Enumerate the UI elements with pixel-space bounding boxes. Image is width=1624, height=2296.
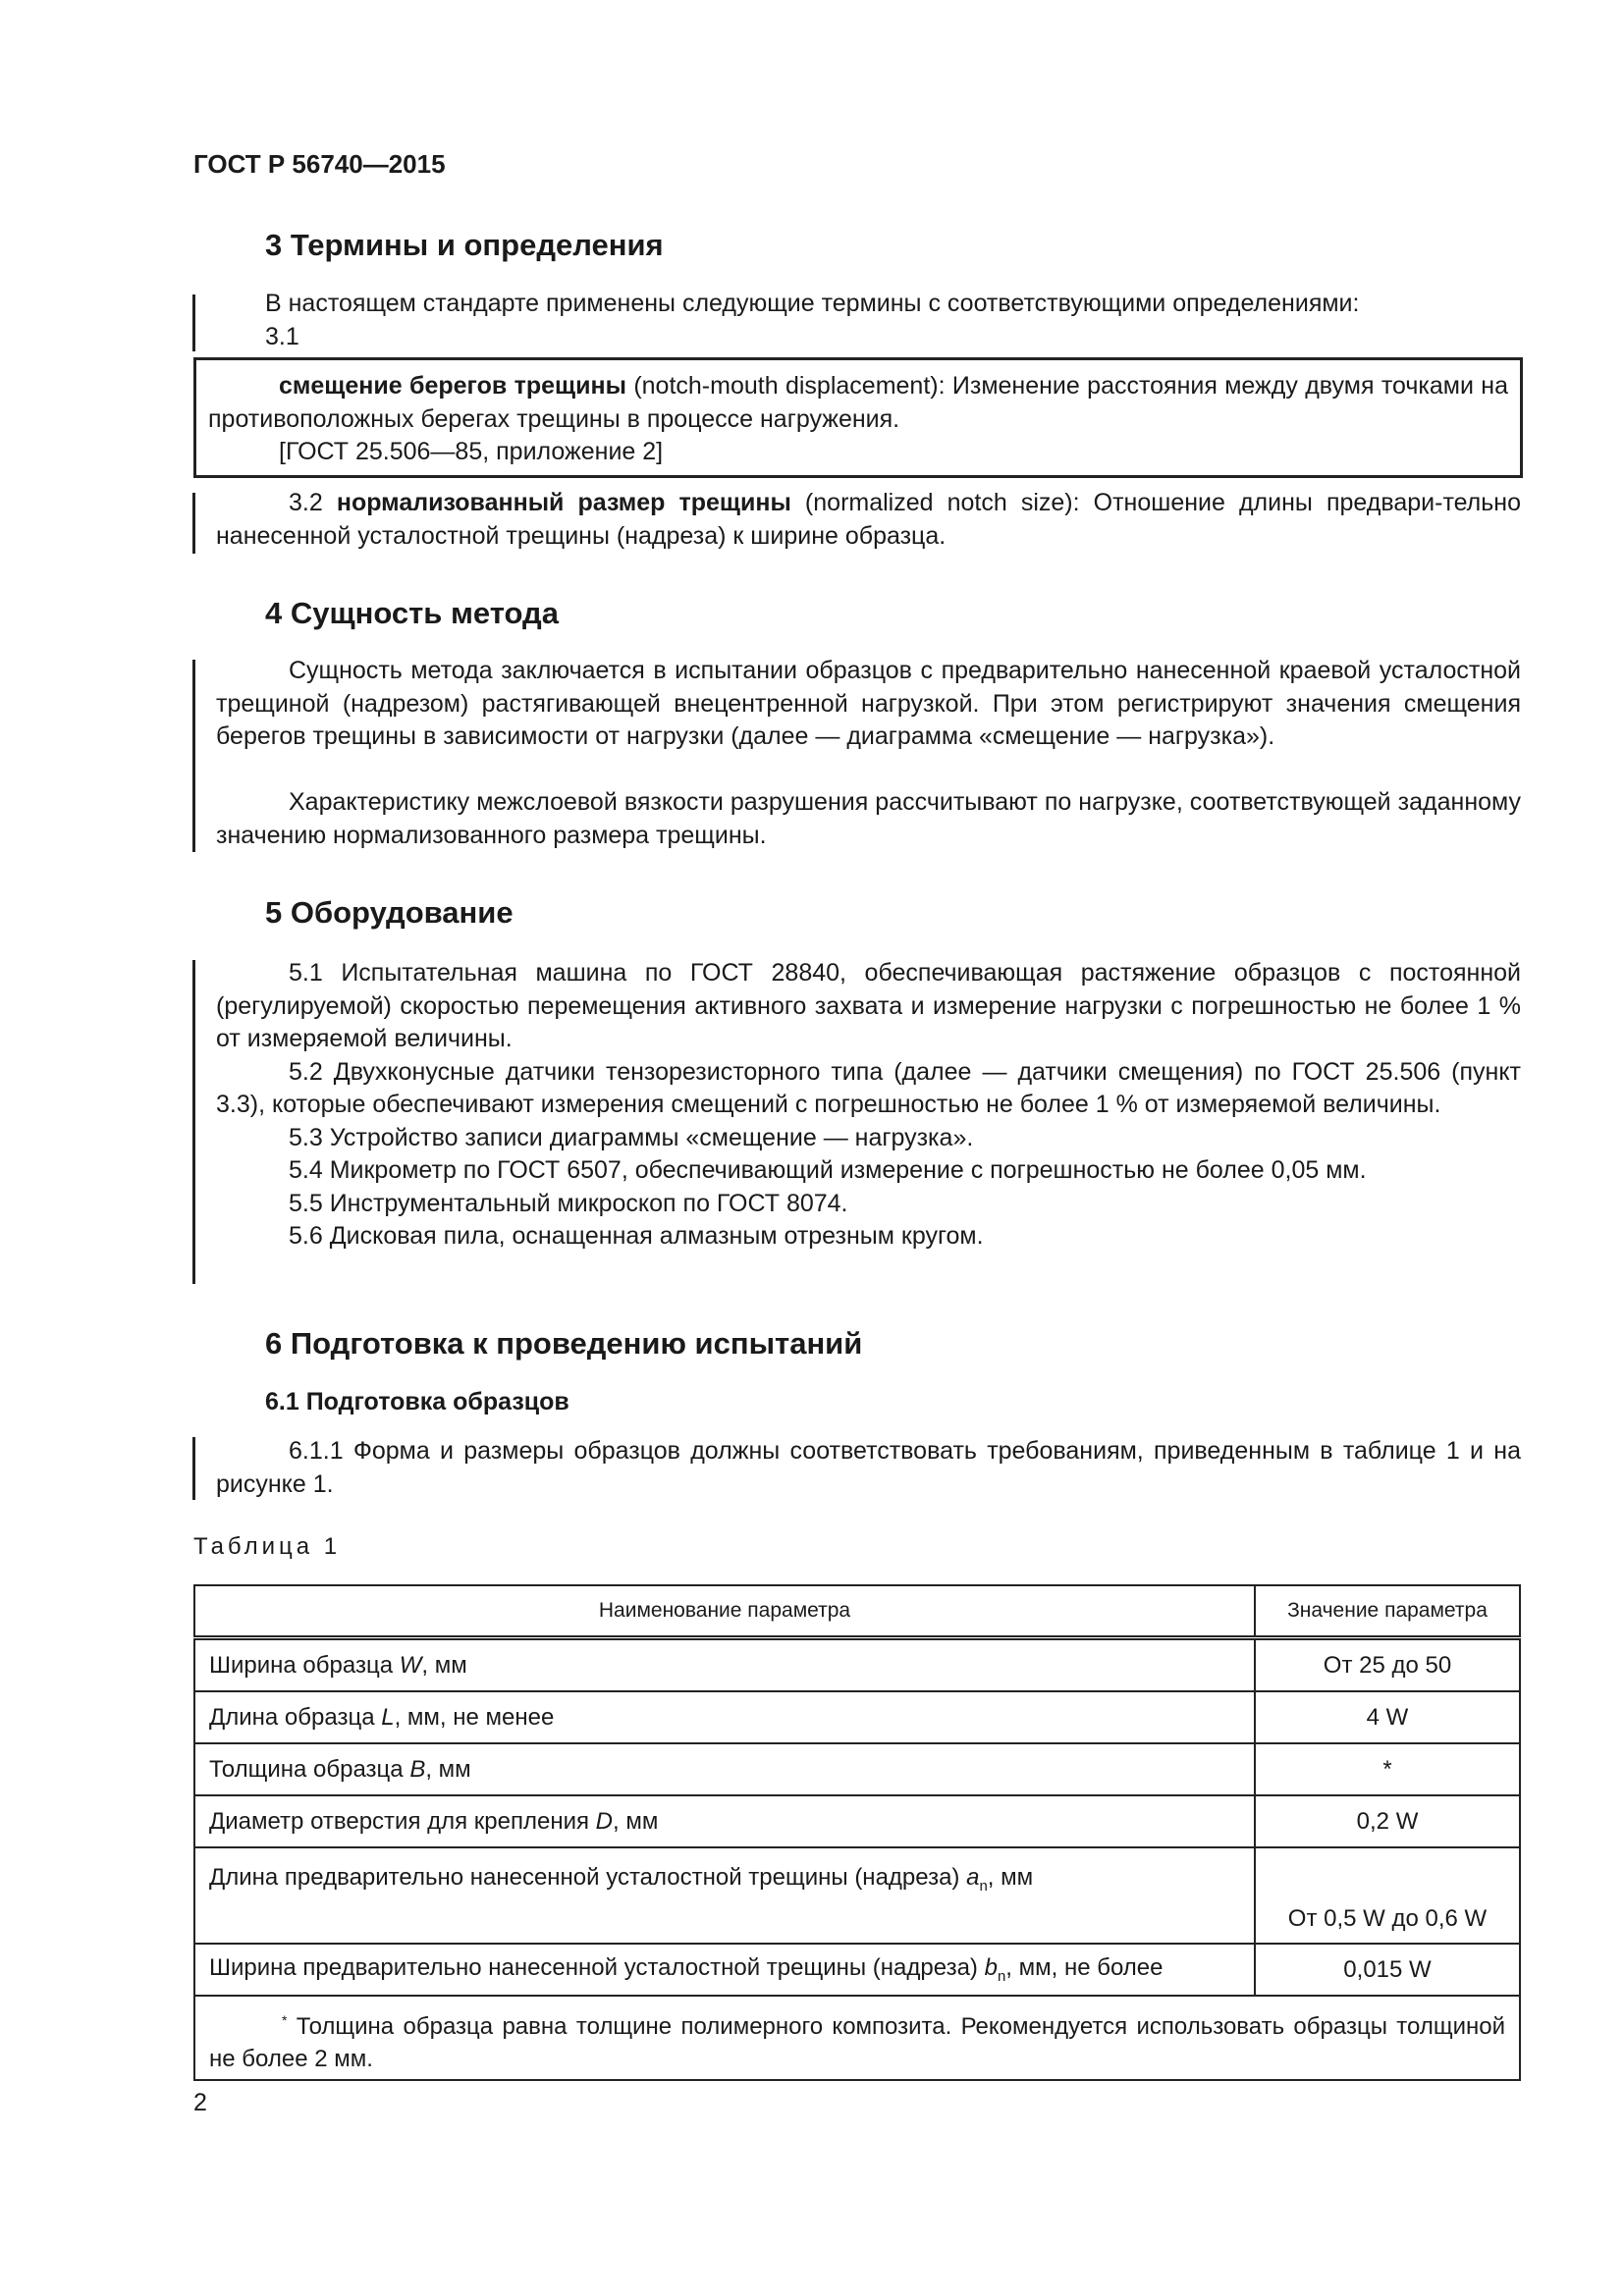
change-bar bbox=[192, 960, 195, 1284]
param-name: Ширина предварительно нанесенной усталостной трещины (надреза) $b_n$, мм, не более bbox=[194, 1944, 1255, 1996]
header-value: Значение параметра bbox=[1255, 1585, 1520, 1638]
table-footnote-row bbox=[194, 1996, 1520, 2080]
para-6-1-1 bbox=[216, 1435, 1521, 1501]
para-text: 6.1.1 Форма и размеры образцов должны соответствовать требованиям, приведенным в таблице 1 и на рисунке 1. bbox=[216, 1437, 1521, 1498]
table-row bbox=[194, 1743, 1520, 1795]
param-name: Длина образца L, мм, не менее bbox=[194, 1691, 1255, 1743]
para-text: Сущность метода заключается в испытании образцов с предварительно нанесенной краевой усталостной трещиной (надрезом) растягивающей внецентренной нагрузкой. При этом регистрируют значения смещения берегов трещины в зависимости от нагрузки (далее — диаграмма «смещение — нагрузка»). bbox=[216, 657, 1521, 750]
term-3-1-term: смещение берегов трещины bbox=[279, 372, 626, 400]
param-value: * bbox=[1255, 1743, 1520, 1795]
equipment-item bbox=[216, 1056, 1521, 1122]
parameters-table bbox=[193, 1584, 1521, 2081]
param-name: Толщина образца B, мм bbox=[194, 1743, 1255, 1795]
item-text: 5.1 Испытательная машина по ГОСТ 28840, обеспечивающая растяжение образцов с постоянной (регулируемой) скоростью перемещения активного захвата и измерение нагрузки с погрешностью не более 1 % от измеряемой величины. bbox=[216, 959, 1521, 1052]
change-bar bbox=[192, 493, 195, 554]
table-row bbox=[194, 1944, 1520, 1996]
page-number: 2 bbox=[193, 2089, 207, 2116]
section-3-title: 3 Термины и определения bbox=[265, 228, 664, 262]
table-row bbox=[194, 1795, 1520, 1847]
table-label: Таблица 1 bbox=[193, 1533, 342, 1560]
subsection-6-1-title: 6.1 Подготовка образцов bbox=[265, 1388, 569, 1415]
section-4-title: 4 Сущность метода bbox=[265, 596, 559, 630]
section-5-title: 5 Оборудование bbox=[265, 895, 514, 930]
section-4-para-2 bbox=[216, 786, 1521, 852]
item-text: 5.5 Инструментальный микроскоп по ГОСТ 8074. bbox=[289, 1189, 848, 1217]
item-text: 5.6 Дисковая пила, оснащенная алмазным отрезным кругом. bbox=[289, 1222, 984, 1250]
term-3-2-number: 3.2 bbox=[289, 489, 337, 516]
term-3-1-definition: (notch-mouth displacement): Изменение расстояния между двумя точками на противоположных берегах трещины в процессе нагружения. bbox=[208, 372, 1508, 433]
param-value: 0,2 W bbox=[1255, 1795, 1520, 1847]
term-3-1-box bbox=[193, 357, 1523, 478]
param-name: Длина предварительно нанесенной усталостной трещины (надреза) $a_n$, мм bbox=[194, 1847, 1255, 1944]
section-3-intro bbox=[265, 288, 1521, 353]
table-header-row bbox=[194, 1585, 1520, 1638]
term-3-2-term: нормализованный размер трещины bbox=[336, 489, 791, 516]
item-text: 5.3 Устройство записи диаграммы «смещение — нагрузка». bbox=[289, 1123, 974, 1151]
equipment-item bbox=[216, 1122, 1521, 1155]
change-bar bbox=[192, 660, 195, 852]
header-name: Наименование параметра bbox=[194, 1585, 1255, 1638]
item-text: 5.4 Микрометр по ГОСТ 6507, обеспечивающий измерение с погрешностью не более 0,05 мм. bbox=[289, 1156, 1367, 1184]
equipment-item bbox=[216, 957, 1521, 1056]
equipment-item bbox=[216, 1220, 1521, 1254]
document-header: ГОСТ Р 56740—2015 bbox=[193, 149, 446, 179]
section-6-title: 6 Подготовка к проведению испытаний bbox=[265, 1326, 863, 1361]
change-bar bbox=[192, 294, 195, 351]
term-3-2-definition: (normalized notch size): Отношение длины предвари-тельно нанесенной усталостной трещины (надреза) к ширине образца. bbox=[216, 489, 1522, 550]
table-footnote: * Толщина образца равна толщине полимерного композита. Рекомендуется использовать образцы толщиной не более 2 мм. bbox=[194, 1996, 1520, 2080]
table-row bbox=[194, 1847, 1520, 1944]
param-name: Диаметр отверстия для крепления D, мм bbox=[194, 1795, 1255, 1847]
change-bar bbox=[192, 1437, 195, 1500]
term-3-1 bbox=[196, 360, 1520, 436]
item-text: 5.2 Двухконусные датчики тензорезисторного типа (далее — датчики смещения) по ГОСТ 25.506 (пункт 3.3), которые обеспечивают измерения смещений с погрешностью не более 1 % от измеряемой величины. bbox=[216, 1057, 1521, 1118]
term-3-1-ref: [ГОСТ 25.506—85, приложение 2] bbox=[279, 438, 664, 465]
intro-text: В настоящем стандарте применены следующие термины с соответствующими определениями: bbox=[265, 290, 1360, 317]
param-value: От 25 до 50 bbox=[1255, 1638, 1520, 1692]
equipment-item bbox=[216, 1188, 1521, 1221]
param-value: 0,015 W bbox=[1255, 1944, 1520, 1996]
para-text: Характеристику межслоевой вязкости разрушения рассчитывают по нагрузке, соответствующей заданному значению нормализованного размера трещины. bbox=[216, 788, 1521, 849]
equipment-list bbox=[216, 957, 1521, 1254]
param-value: 4 W bbox=[1255, 1691, 1520, 1743]
term-3-1-number: 3.1 bbox=[265, 322, 299, 350]
table-row bbox=[194, 1638, 1520, 1692]
equipment-item bbox=[216, 1154, 1521, 1188]
param-name: Ширина образца W, мм bbox=[194, 1638, 1255, 1692]
table-row bbox=[194, 1691, 1520, 1743]
term-3-2 bbox=[216, 487, 1521, 553]
param-value: От 0,5 W до 0,6 W bbox=[1255, 1847, 1520, 1944]
section-4-para-1 bbox=[216, 655, 1521, 754]
